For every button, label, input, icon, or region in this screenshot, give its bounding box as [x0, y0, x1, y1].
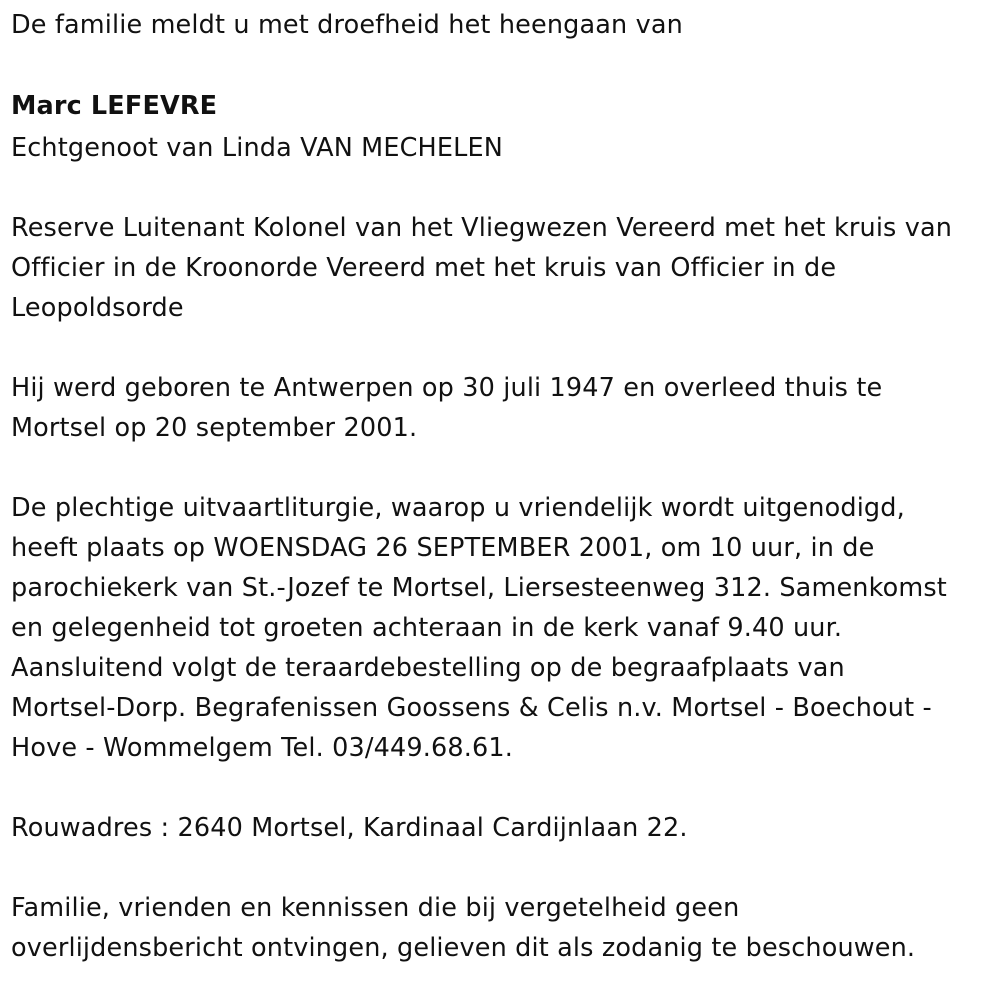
funeral-line: parochiekerk van St.-Jozef te Mortsel, Liersesteenweg 312. Samenkomst: [11, 573, 947, 603]
death-notice: [11, 5, 996, 968]
closing-paragraph: [11, 888, 996, 968]
deceased-name: Marc LEFEVRE: [11, 91, 218, 121]
mourning-address: Rouwadres : 2640 Mortsel, Kardinaal Cardijnlaan 22.: [11, 813, 688, 843]
intro-text: De familie meldt u met droefheid het heengaan van: [11, 10, 683, 40]
funeral-line: en gelegenheid tot groeten achteraan in de kerk vanaf 9.40 uur.: [11, 613, 843, 643]
birth-death-paragraph: [11, 368, 996, 448]
titles-line: Leopoldsorde: [11, 293, 184, 323]
birth-death-line: Hij werd geboren te Antwerpen op 30 juli 1947 en overleed thuis te: [11, 373, 883, 403]
spouse-text: Echtgenoot van Linda VAN MECHELEN: [11, 133, 503, 163]
titles-paragraph: [11, 208, 996, 328]
titles-line: Officier in de Kroonorde Vereerd met het kruis van Officier in de: [11, 253, 837, 283]
funeral-line: heeft plaats op WOENSDAG 26 SEPTEMBER 2001, om 10 uur, in de: [11, 533, 875, 563]
closing-line: Familie, vrienden en kennissen die bij vergetelheid geen: [11, 893, 740, 923]
funeral-paragraph: [11, 488, 996, 768]
funeral-line: Mortsel-Dorp. Begrafenissen Goossens & Celis n.v. Mortsel - Boechout -: [11, 693, 932, 723]
funeral-line: Aansluitend volgt de teraardebestelling op de begraafplaats van: [11, 653, 845, 683]
titles-line: Reserve Luitenant Kolonel van het Vliegwezen Vereerd met het kruis van: [11, 213, 953, 243]
funeral-line: De plechtige uitvaartliturgie, waarop u vriendelijk wordt uitgenodigd,: [11, 493, 905, 523]
funeral-line: Hove - Wommelgem Tel. 03/449.68.61.: [11, 733, 513, 763]
closing-line: overlijdensbericht ontvingen, gelieven dit als zodanig te beschouwen.: [11, 933, 916, 963]
birth-death-line: Mortsel op 20 september 2001.: [11, 413, 418, 443]
